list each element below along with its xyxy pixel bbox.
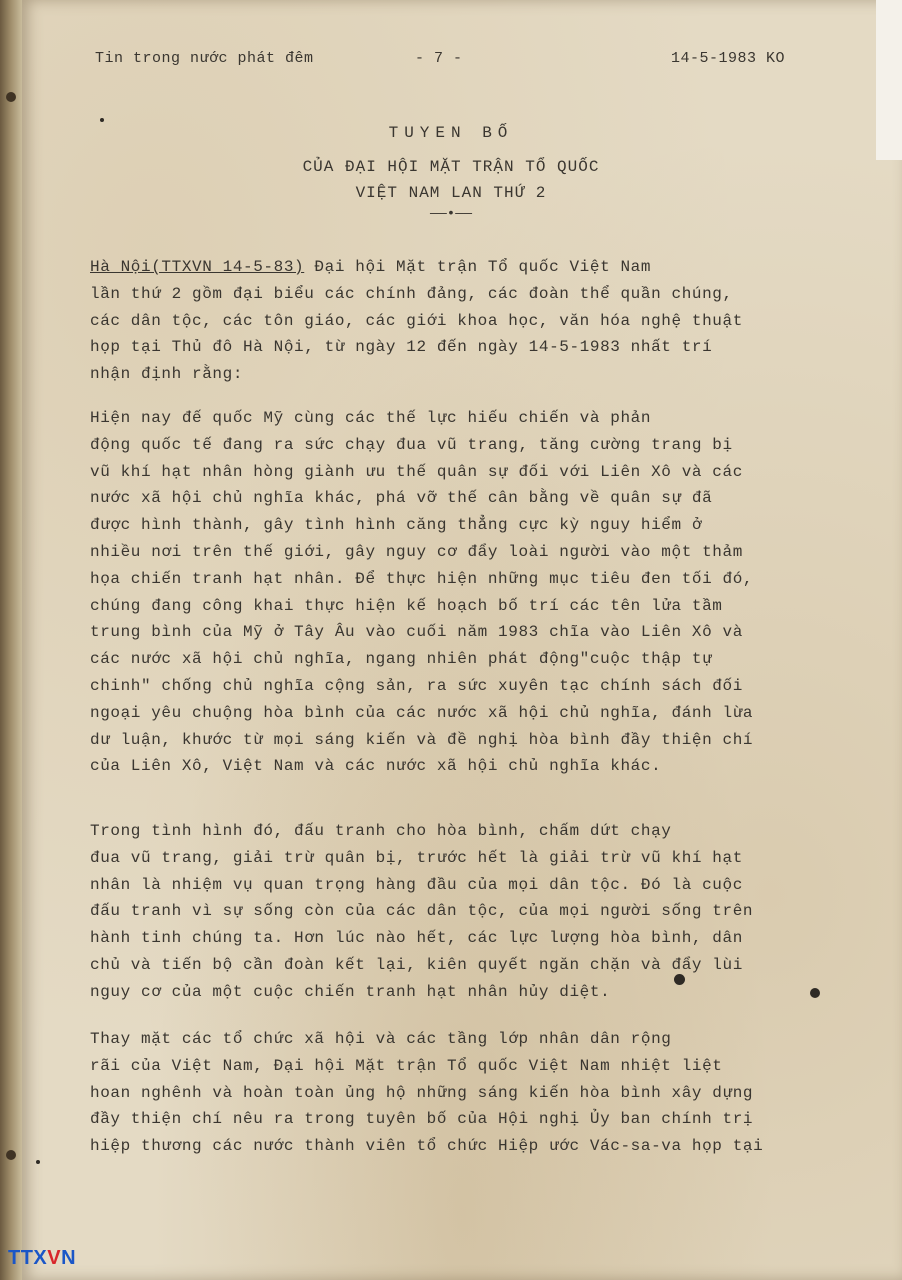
paragraph-2 [90,405,790,780]
paragraph-intro [90,254,790,388]
text-line: nhiều nơi trên thế giới, gây nguy cơ đẩy loài người vào một thảm [90,542,743,561]
text-line [90,254,790,281]
binding-hole [6,1150,16,1160]
binding-hole [6,92,16,102]
text-line: hành tinh chúng ta. Hơn lúc nào hết, các lực lượng hòa bình, dân [90,929,743,948]
text-line: hiệp thương các nước thành viên tổ chức Hiệp ước Vác-sa-va họp tại [90,1137,764,1156]
text-line: chinh" chống chủ nghĩa cộng sản, ra sức xuyên tạc chính sách đối [90,676,743,695]
header-source: Tin trong nước phát đêm [95,50,314,67]
text-line: các dân tộc, các tôn giáo, các giới khoa học, văn hóa nghệ thuật [90,311,743,330]
ink-blot [810,988,820,998]
text-line: lần thứ 2 gồm đại biểu các chính đảng, các đoàn thể quần chúng, [90,284,733,303]
text-line: động quốc tế đang ra sức chạy đua vũ trang, tăng cường trang bị [90,435,733,454]
text-line: Thay mặt các tổ chức xã hội và các tầng lớp nhân dân rộng [90,1030,672,1048]
text-line: rãi của Việt Nam, Đại hội Mặt trận Tổ quốc Việt Nam nhiệt liệt [90,1056,723,1075]
text-line: họp tại Thủ đô Hà Nội, từ ngày 12 đến ngày 14-5-1983 nhất trí [90,338,713,357]
text-line: đua vũ trang, giải trừ quân bị, trước hết là giải trừ vũ khí hạt [90,848,743,867]
dateline: Hà Nội(TTXVN 14-5-83) [90,258,305,276]
ink-speck [36,1160,40,1164]
paragraph-4 [90,1026,790,1160]
dateline-continuation: Đại hội Mặt trận Tổ quốc Việt Nam [304,258,652,276]
text-line: họa chiến tranh hạt nhân. Để thực hiện những mục tiêu đen tối đó, [90,569,754,588]
document-subtitle-1: CỦA ĐẠI HỘI MẶT TRẬN TỔ QUỐC [302,158,600,176]
text-line: vũ khí hạt nhân hòng giành ưu thế quân sự đối với Liên Xô và các [90,462,743,481]
page-header [95,50,785,72]
text-line: chúng đang công khai thực hiện kế hoạch bố trí các tên lửa tầm [90,596,723,615]
paragraph-3 [90,818,790,1006]
text-line: được hình thành, gây tình hình căng thẳng cực kỳ nguy hiểm ở [90,516,703,535]
document-title: TUYEN BỐ [388,124,514,142]
text-line: của Liên Xô, Việt Nam và các nước xã hội chủ nghĩa khác. [90,757,662,776]
text-line: nguy cơ của một cuộc chiến tranh hạt nhân hủy diệt. [90,982,611,1001]
text-line: nhận định rằng: [90,365,244,384]
ink-blot [674,974,685,985]
text-line: trung bình của Mỹ ở Tây Âu vào cuối năm 1983 chĩa vào Liên Xô và [90,623,743,642]
text-line: các nước xã hội chủ nghĩa, ngang nhiên phát động"cuộc thập tự [90,650,713,669]
text-line: đầy thiện chí nêu ra trong tuyên bố của Hội nghị Ủy ban chính trị [90,1110,754,1129]
ink-speck [100,118,104,122]
logo-text: N [61,1247,77,1269]
logo-text-accent: V [47,1247,62,1269]
text-line: Hiện nay đế quốc Mỹ cùng các thế lực hiếu chiến và phản [90,409,652,427]
logo-text: TTX [8,1247,48,1269]
page-number: - 7 - [415,50,463,67]
text-line: đấu tranh vì sự sống còn của các dân tộc, của mọi người sống trên [90,902,754,921]
text-line: nhân là nhiệm vụ quan trọng hàng đầu của mọi dân tộc. Đó là cuộc [90,875,743,894]
text-line: hoan nghênh và hoàn toàn ủng hộ những sáng kiến hòa bình xây dựng [90,1083,754,1102]
header-date: 14-5-1983 KO [670,50,785,67]
ttxvn-watermark-logo [8,1247,76,1270]
text-line: dư luận, khước từ mọi sáng kiến và đề nghị hòa bình đầy thiện chí [90,730,754,749]
text-line: chủ và tiến bộ cần đoàn kết lại, kiên quyết ngăn chặn và đẩy lùi [90,955,743,974]
document-subtitle-2: VIỆT NAM LAN THỨ 2 [355,184,547,202]
text-line: ngoại yêu chuộng hòa bình của các nước xã hội chủ nghĩa, đánh lừa [90,703,754,722]
title-divider: ——•—— [429,206,472,222]
text-line: nước xã hội chủ nghĩa khác, phá vỡ thế cân bằng về quân sự đã [90,489,713,508]
text-line: Trong tình hình đó, đấu tranh cho hòa bình, chấm dứt chạy [90,822,672,840]
